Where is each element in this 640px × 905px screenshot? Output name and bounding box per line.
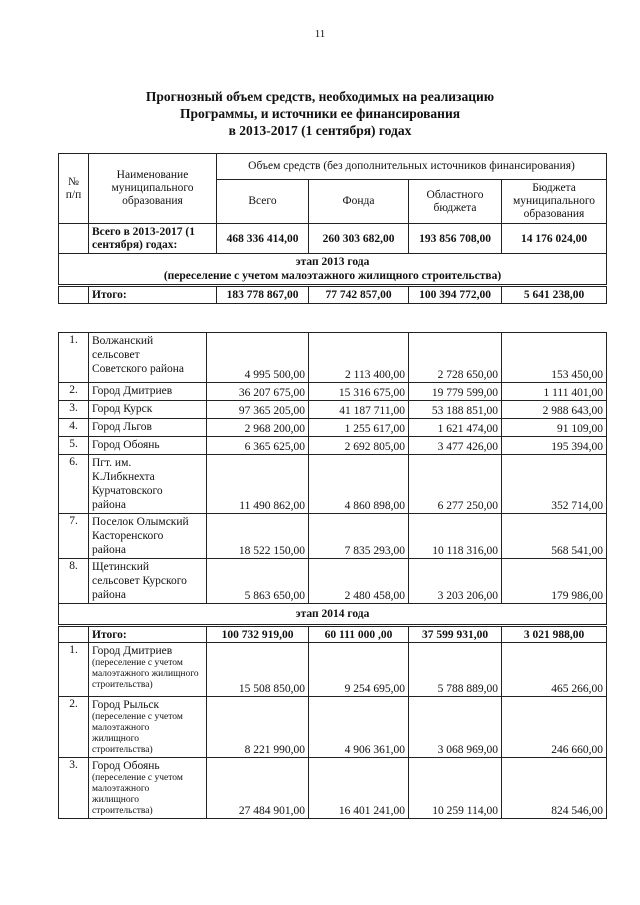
header-name: Наименование муниципального образования: [89, 154, 217, 224]
cell-total: 36 207 675,00: [207, 383, 309, 401]
stage-2013-heading: [59, 254, 607, 286]
note-line: строительства): [92, 745, 153, 755]
row-number: 3.: [59, 401, 89, 419]
grand-total-row: [59, 224, 607, 254]
cell-total: 97 365 205,00: [207, 401, 309, 419]
name-line: района: [92, 499, 127, 511]
cell-total: 27 484 901,00: [207, 758, 309, 819]
name-line: Касторенского: [92, 530, 164, 542]
cell-regional: 2 728 650,00: [409, 333, 502, 383]
municipality-name: [89, 455, 207, 514]
itogo-2014-regional: 37 599 931,00: [409, 626, 502, 643]
cell-total: 8 221 990,00: [207, 697, 309, 758]
cell-municipal: 824 546,00: [502, 758, 607, 819]
table-row: [59, 333, 607, 383]
grand-total-municipal: 14 176 024,00: [502, 224, 607, 254]
note-line: (переселение с учетом: [92, 712, 183, 722]
note-line: жилищного: [92, 734, 140, 744]
table-row: [59, 455, 607, 514]
grand-total-label: Всего в 2013-2017 (1 сентября) годах:: [89, 224, 217, 254]
header-municipal: Бюджета муниципального образования: [502, 180, 607, 224]
cell-fund: 7 835 293,00: [309, 514, 409, 559]
cell-total: 11 490 862,00: [207, 455, 309, 514]
name-line: К.Либкнехта: [92, 471, 155, 483]
note-line: малоэтажного жилищного: [92, 669, 199, 679]
row-number: 1.: [59, 333, 89, 383]
table-row: [59, 401, 607, 419]
table-row: [59, 758, 607, 819]
cell-regional: 3 068 969,00: [409, 697, 502, 758]
cell-fund: 4 860 898,00: [309, 455, 409, 514]
name-line: Город Дмитриев: [92, 385, 173, 397]
itogo-2013-fund: 77 742 857,00: [309, 286, 409, 304]
itogo-2013-total: 183 778 867,00: [217, 286, 309, 304]
cell-municipal: 1 111 401,00: [502, 383, 607, 401]
note-line: малоэтажного: [92, 723, 150, 733]
name-line: района: [92, 589, 127, 601]
name-line: Советского района: [92, 363, 184, 375]
name-line: района: [92, 544, 127, 556]
cell-municipal: 153 450,00: [502, 333, 607, 383]
page-number: 11: [314, 28, 326, 40]
cell-regional: 10 118 316,00: [409, 514, 502, 559]
cell-municipal: 2 988 643,00: [502, 401, 607, 419]
cell-regional: 3 477 426,00: [409, 437, 502, 455]
name-line: сельсовет Курского: [92, 575, 187, 587]
name-line: Город Льгов: [92, 421, 152, 433]
name-line: Пгт. им.: [92, 457, 132, 469]
cell-total: 4 995 500,00: [207, 333, 309, 383]
row-number: 7.: [59, 514, 89, 559]
row-number: 4.: [59, 419, 89, 437]
itogo-2013-label: Итого:: [89, 286, 217, 304]
row-number: 3.: [59, 758, 89, 819]
cell-municipal: 195 394,00: [502, 437, 607, 455]
itogo-2014-fund: 60 111 000 ,00: [309, 626, 409, 643]
itogo-2014-row: [59, 626, 607, 643]
cell-regional: 1 621 474,00: [409, 419, 502, 437]
note-line: (переселение с учетом: [92, 773, 183, 783]
stage-2013-subtitle: (переселение с учетом малоэтажного жилищного строительства): [163, 270, 502, 282]
note-line: малоэтажного: [92, 784, 150, 794]
grand-total-regional: 193 856 708,00: [409, 224, 502, 254]
cell-regional: 6 277 250,00: [409, 455, 502, 514]
header-regional: Областного бюджета: [409, 180, 502, 224]
table-row: [59, 383, 607, 401]
header-group: Объем средств (без дополнительных источников финансирования): [217, 154, 607, 180]
title-line: в 2013-2017 (1 сентября) годах: [228, 123, 412, 138]
cell-municipal: 179 986,00: [502, 559, 607, 604]
header-num: № п/п: [59, 154, 89, 224]
name-line: Курчатовского: [92, 485, 163, 497]
note-line: строительства): [92, 806, 153, 816]
cell-fund: 2 113 400,00: [309, 333, 409, 383]
cell-total: 5 863 650,00: [207, 559, 309, 604]
cell-regional: 10 259 114,00: [409, 758, 502, 819]
municipality-name: [89, 559, 207, 604]
cell-fund: 4 906 361,00: [309, 697, 409, 758]
itogo-2013-regional: 100 394 772,00: [409, 286, 502, 304]
itogo-2014-total: 100 732 919,00: [207, 626, 309, 643]
row-number: 6.: [59, 455, 89, 514]
note-line: (переселение с учетом: [92, 658, 183, 668]
cell-regional: 19 779 599,00: [409, 383, 502, 401]
name-line: Город Обоянь: [92, 760, 160, 772]
row-number: 5.: [59, 437, 89, 455]
grand-total-fund: 260 303 682,00: [309, 224, 409, 254]
itogo-2013-row: [59, 286, 607, 304]
cell-municipal: 91 109,00: [502, 419, 607, 437]
note-line: жилищного: [92, 795, 140, 805]
table-row: [59, 559, 607, 604]
cell-total: 6 365 625,00: [207, 437, 309, 455]
cell-fund: 1 255 617,00: [309, 419, 409, 437]
cell-fund: 9 254 695,00: [309, 643, 409, 697]
cell-total: 15 508 850,00: [207, 643, 309, 697]
note-line: строительства): [92, 680, 153, 690]
name-line: Город Обоянь: [92, 439, 160, 451]
municipality-name: [89, 514, 207, 559]
cell-fund: 41 187 711,00: [309, 401, 409, 419]
cell-fund: 16 401 241,00: [309, 758, 409, 819]
cell-municipal: 246 660,00: [502, 697, 607, 758]
table-row: [59, 643, 607, 697]
municipalities-table: [58, 332, 607, 819]
title-line: Программы, и источники ее финансирования: [179, 106, 461, 121]
name-line: Поселок Олымский: [92, 516, 189, 528]
grand-total-total: 468 336 414,00: [217, 224, 309, 254]
table-row: [59, 437, 607, 455]
cell-municipal: 465 266,00: [502, 643, 607, 697]
cell-total: 2 968 200,00: [207, 419, 309, 437]
row-number: 2.: [59, 383, 89, 401]
cell-fund: 2 692 805,00: [309, 437, 409, 455]
name-line: Город Рыльск: [92, 699, 160, 711]
municipality-name: [89, 758, 207, 819]
cell-regional: 53 188 851,00: [409, 401, 502, 419]
municipality-name: [89, 333, 207, 383]
table-row: [59, 514, 607, 559]
municipality-name: [89, 419, 207, 437]
title-line: Прогнозный объем средств, необходимых на реализацию: [145, 89, 495, 104]
cell-municipal: 352 714,00: [502, 455, 607, 514]
stage-2014-heading: этап 2014 года: [59, 604, 607, 626]
itogo-2013-municipal: 5 641 238,00: [502, 286, 607, 304]
header-total: Всего: [217, 180, 309, 224]
cell-regional: 3 203 206,00: [409, 559, 502, 604]
municipality-name: [89, 383, 207, 401]
summary-table: [58, 153, 607, 304]
row-number: 8.: [59, 559, 89, 604]
document-title: [0, 88, 640, 139]
municipality-name: [89, 437, 207, 455]
cell-regional: 5 788 889,00: [409, 643, 502, 697]
cell-fund: 15 316 675,00: [309, 383, 409, 401]
name-line: Город Дмитриев: [92, 645, 173, 657]
row-number: 1.: [59, 643, 89, 697]
row-number: 2.: [59, 697, 89, 758]
municipality-name: [89, 401, 207, 419]
cell-total: 18 522 150,00: [207, 514, 309, 559]
cell-fund: 2 480 458,00: [309, 559, 409, 604]
itogo-2014-municipal: 3 021 988,00: [502, 626, 607, 643]
cell-municipal: 568 541,00: [502, 514, 607, 559]
stage-2013-title: этап 2013 года: [295, 256, 370, 268]
name-line: Город Курск: [92, 403, 153, 415]
name-line: Щетинский: [92, 561, 150, 573]
municipality-name: [89, 697, 207, 758]
name-line: сельсовет: [92, 349, 140, 361]
header-fund: Фонда: [309, 180, 409, 224]
itogo-2014-label: Итого:: [89, 626, 207, 643]
name-line: Волжанский: [92, 335, 154, 347]
table-row: [59, 697, 607, 758]
table-row: [59, 419, 607, 437]
municipality-name: [89, 643, 207, 697]
